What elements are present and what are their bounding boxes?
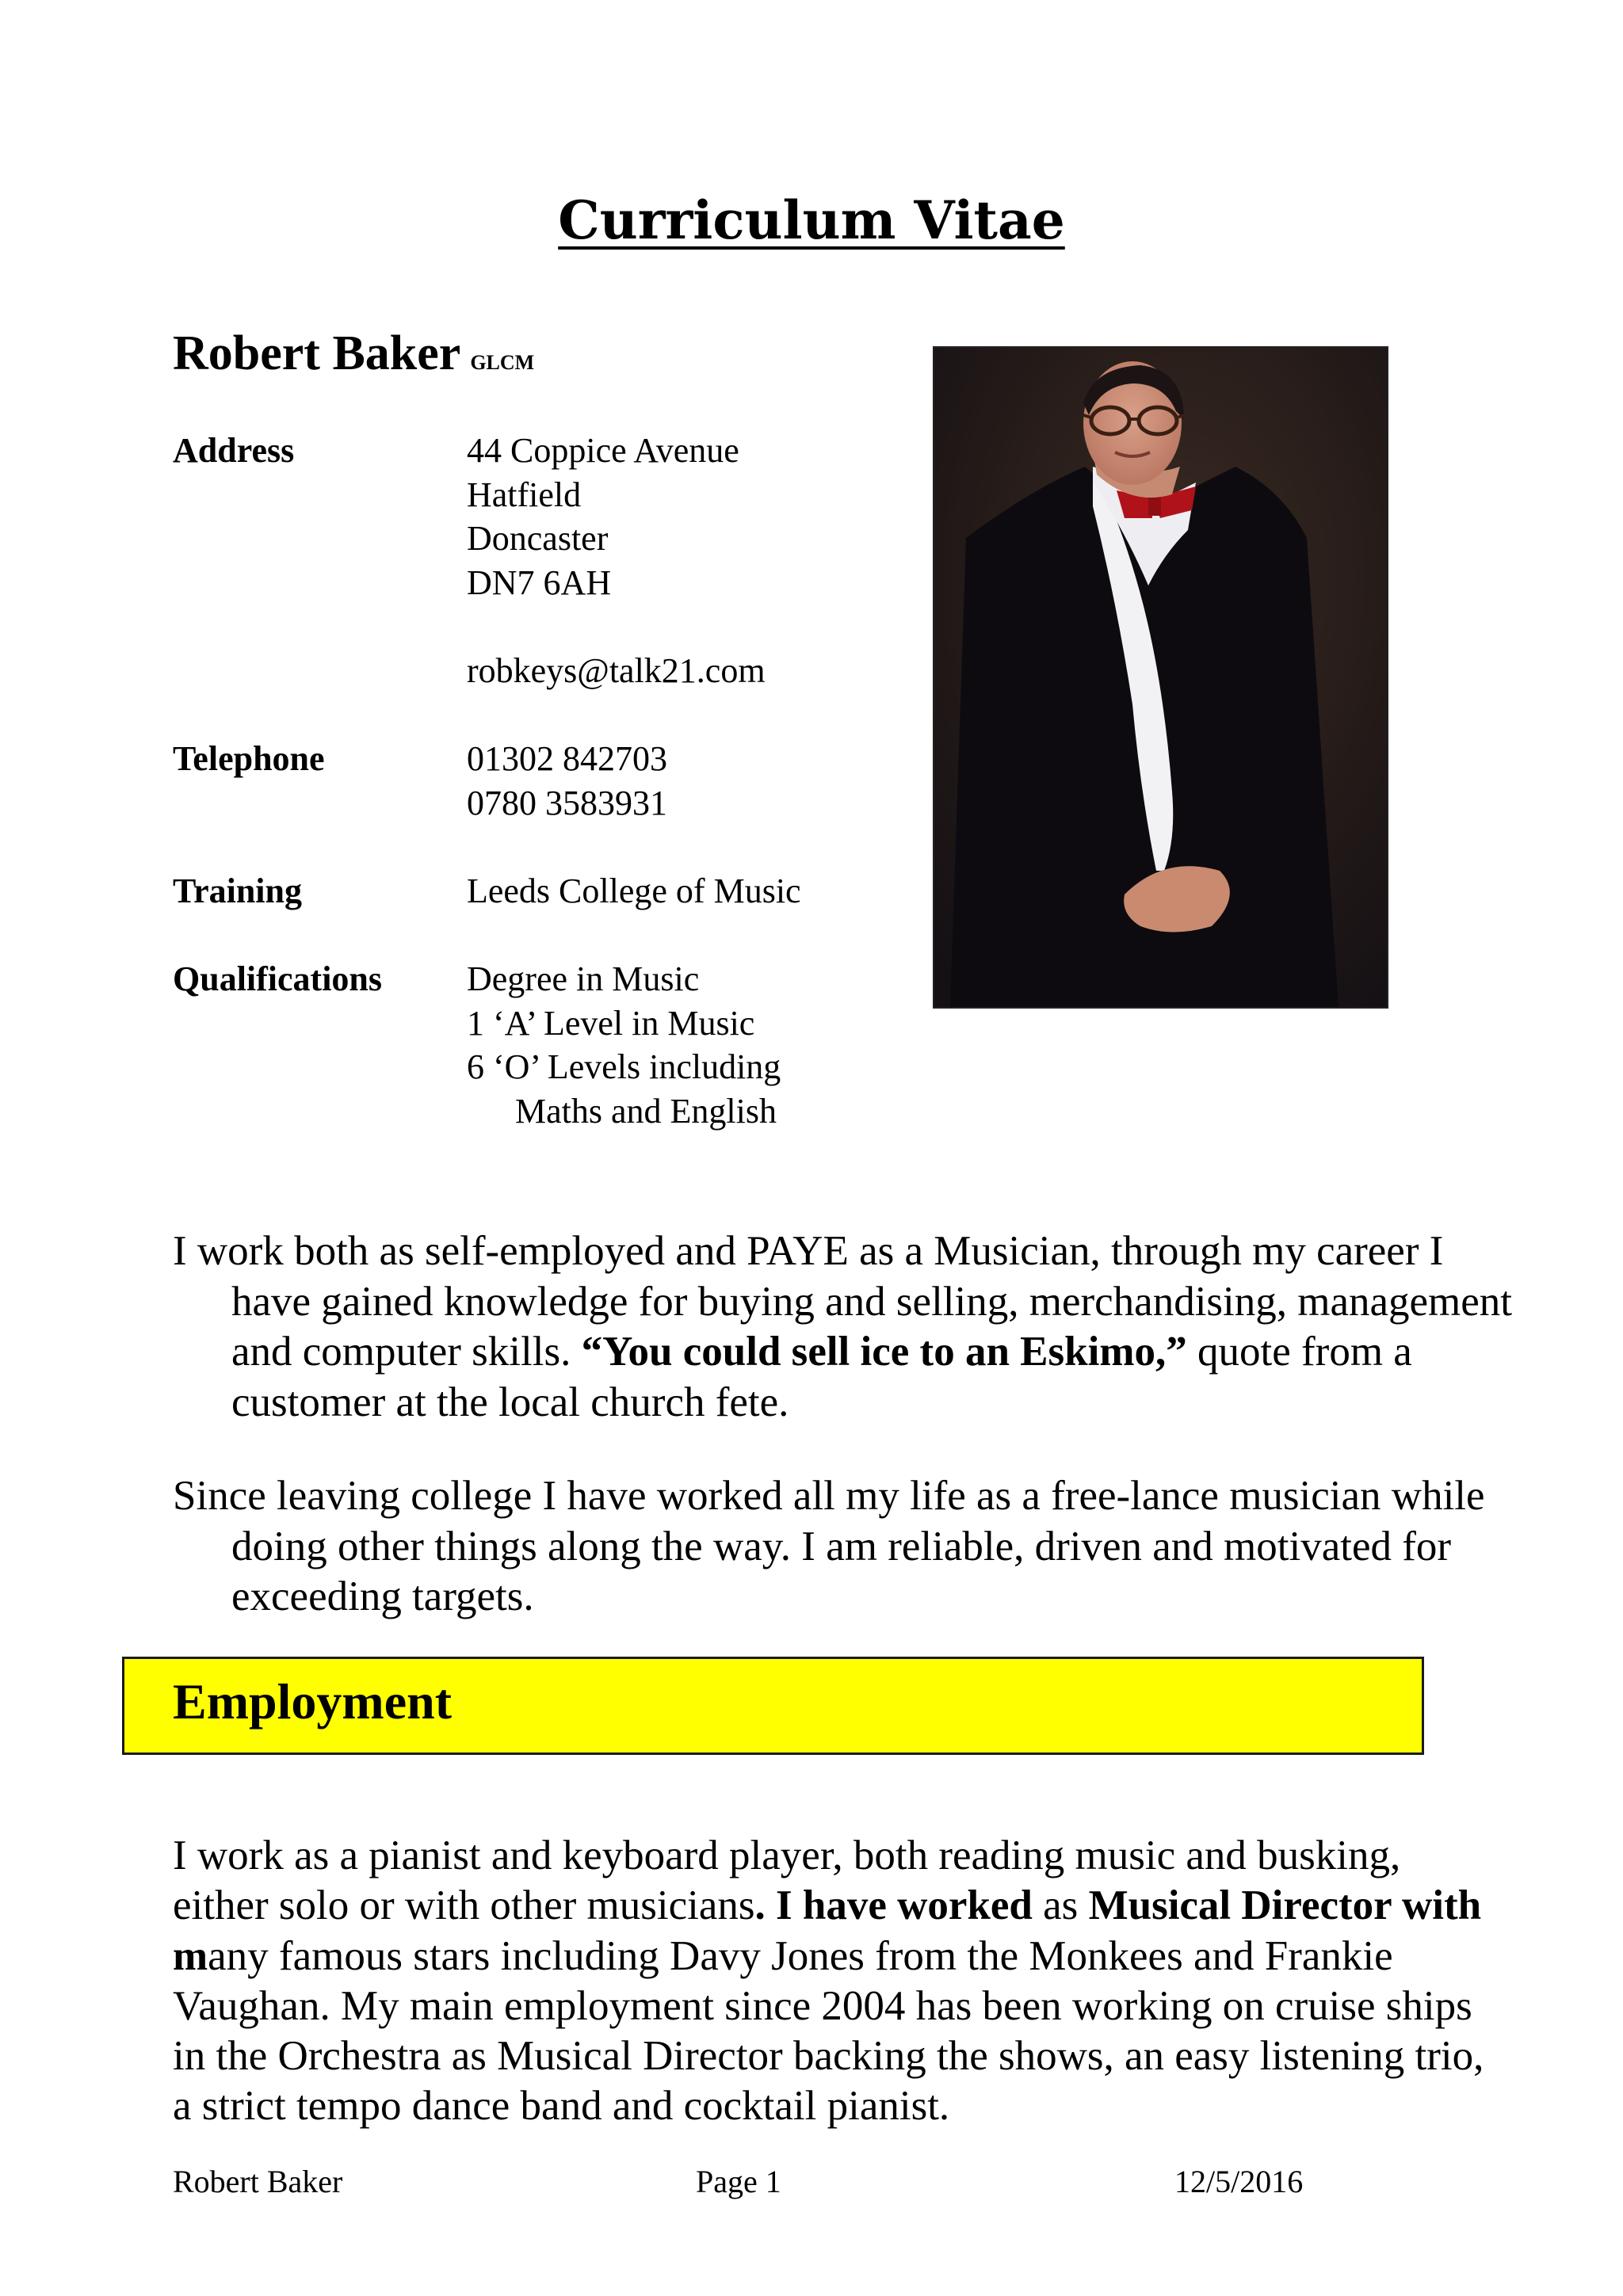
qualification-suffix: GLCM xyxy=(470,351,535,374)
footer-author: Robert Baker xyxy=(173,2164,343,2199)
employment-paragraph xyxy=(173,1831,1488,2132)
employment-heading: Employment xyxy=(173,1673,452,1730)
footer-page-number: Page 1 xyxy=(696,2164,781,2199)
document-title-text: Curriculum Vitae xyxy=(558,189,1065,251)
qualification-item: 6 ‘O’ Levels including xyxy=(467,1047,781,1086)
training-value: Leeds College of Music xyxy=(467,871,801,910)
qualification-item: Maths and English xyxy=(515,1091,777,1131)
address-line: 44 Coppice Avenue xyxy=(467,431,739,470)
address-label: Address xyxy=(173,431,295,470)
qualification-item: Degree in Music xyxy=(467,959,700,998)
address-line: Hatfield xyxy=(467,475,582,514)
qualification-item: 1 ‘A’ Level in Music xyxy=(467,1003,755,1043)
employment-text: any famous stars including Davy Jones from the Monkees and Frankie Vaughan. My main employment since 2004 has been working on cruise ships in the Orchestra as Musical Director backing the shows, an easy listening trio, a strict tempo dance band and cocktail pianist. xyxy=(173,1932,1484,2130)
person-name-text: Robert Baker xyxy=(173,326,461,380)
telephone-label: Telephone xyxy=(173,739,325,778)
customer-quote: “You could sell ice to an Eskimo,” xyxy=(581,1329,1187,1375)
person-name xyxy=(173,326,535,380)
email-link[interactable]: robkeys@talk21.com xyxy=(467,650,766,690)
telephone-number: 0780 3583931 xyxy=(467,783,667,822)
portrait-photo xyxy=(933,346,1388,1009)
employment-section-header xyxy=(122,1657,1424,1755)
qualifications-values xyxy=(467,957,781,1133)
employment-bold-text: . I have worked xyxy=(754,1882,1033,1929)
telephone-number: 01302 842703 xyxy=(467,739,667,778)
intro-paragraph-1 xyxy=(173,1226,1531,1428)
training-label: Training xyxy=(173,871,303,910)
telephone-values xyxy=(467,737,667,825)
intro-text: I work both as self-employed and PAYE as a Musician, through my career I have gained knowledge for buying and selling, merchandising, management and computer skills. xyxy=(173,1228,1513,1375)
address-values xyxy=(467,429,766,692)
address-line: DN7 6AH xyxy=(467,563,612,602)
employment-text: as xyxy=(1032,1882,1089,1929)
footer-date: 12/5/2016 xyxy=(1174,2164,1304,2199)
address-line: Doncaster xyxy=(467,519,609,558)
employment-bold-text: Musical Director with m xyxy=(173,1882,1482,1979)
intro-paragraph-2: Since leaving college I have worked all my life as a free-lance musician while doing other things along the way. I am reliable, driven and motivated for exceeding targets. xyxy=(173,1473,1485,1619)
document-title xyxy=(0,189,1623,251)
qualifications-label: Qualifications xyxy=(173,959,383,998)
intro-text: quote from a customer at the local church fete. xyxy=(231,1329,1412,1425)
portrait-image xyxy=(934,348,1387,1007)
employment-text: I work as a pianist and keyboard player, both reading music and busking, either solo or with other musicians xyxy=(173,1833,1401,1929)
